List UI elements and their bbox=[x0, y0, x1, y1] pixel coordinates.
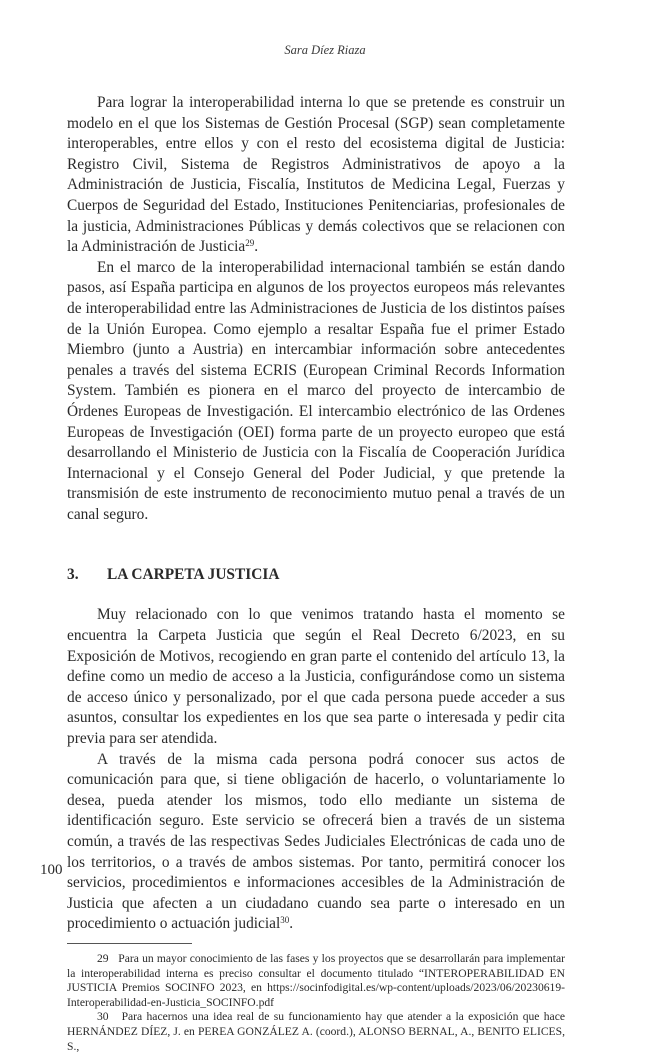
paragraph-carpeta-access: A través de la misma cada persona podrá conocer sus actos de comunicación para que, si tiene obligación de hacerlo, o voluntariamente lo desea, pueda atender los mismos, todo ello mediante un sistema de identificación seguro. Este servicio se ofrecerá bien a través de un sistema común, a través de las respectivas Sedes Judiciales Electrónicas de cada uno de los territorios, o a través de ambos sistemas. Por tanto, permitirá conocer los servicios, procedimientos e informaciones accesibles de la Administración de Justicia que afecten a un ciudadano cuando sea parte o interesado en un procedimiento o actuación judicial$^{30}$. bbox=[67, 750, 565, 933]
section-number: 3. bbox=[67, 566, 79, 584]
page-body bbox=[67, 93, 565, 1054]
paragraph-international-interoperability: En el marco de la interoperabilidad internacional también se están dando pasos, así España participa en algunos de los proyectos europeos más relevantes de interoperabilidad entre las Administraciones de Justicia de los distintos países de la Unión Europea. Como ejemplo a resaltar España fue el primer Estado Miembro (junto a Austria) en intercambiar información sobre antecedentes penales a través del sistema ECRIS (European Criminal Records Information System. También es pionera en el marco del proyecto de intercambio de Órdenes Europeas de Investigación. El intercambio electrónico de las Ordenes Europeas de Investigación (OEI) forma parte de un proyecto europeo que está desarrollando el Ministerio de Justicia con la Fiscalía de Cooperación Jurídica Internacional y el Consejo General del Poder Judicial, y que pretende la transmisión de este instrumento de reconocimiento mutuo penal a través de un canal seguro. bbox=[67, 258, 565, 523]
footnote-29 bbox=[67, 952, 565, 1010]
footnote-text: Para hacernos una idea real de su funcionamiento hay que atender a la exposición que hace HERNÁNDEZ DÍEZ, J. en PEREA GONZÁLEZ A. (coord.), ALONSO BERNAL, A., BENITO ELICES, S., bbox=[67, 1010, 565, 1053]
footnote-ref-29[interactable]: 29 bbox=[245, 238, 255, 249]
page-number: 100 bbox=[40, 862, 63, 878]
footnote-number: 29 bbox=[97, 951, 109, 965]
footnote-divider bbox=[67, 943, 192, 944]
footnote-number: 30 bbox=[97, 1010, 109, 1024]
running-head: Sara Díez Riaza bbox=[284, 43, 366, 57]
section-heading bbox=[67, 565, 565, 585]
footnote-30 bbox=[67, 1010, 565, 1054]
section-title: LA CARPETA JUSTICIA bbox=[107, 566, 280, 584]
footnote-ref-30[interactable]: 30 bbox=[280, 915, 290, 926]
paragraph-carpeta-definition: Muy relacionado con lo que venimos tratando hasta el momento se encuentra la Carpeta Justicia que según el Real Decreto 6/2023, en su Exposición de Motivos, recogiendo en gran parte el contenido del artículo 13, la define como un medio de acceso a la Justicia, configurándose como un sistema de acceso único y personalizado, por el que cada persona puede acceder a sus asuntos, consultar los expedientes en los que sea parte o interesada y pedir cita previa para ser atendida. bbox=[67, 606, 565, 748]
paragraph-internal-interoperability: Para lograr la interoperabilidad interna lo que se pretende es construir un modelo en el que los Sistemas de Gestión Procesal (SGP) sean completamente interoperables, entre ellos y con el resto del ecosistema digital de Justicia: Registro Civil, Sistema de Registros Administrativos de apoyo a la Administración de Justicia, Fiscalía, Institutos de Medicina Legal, Fuerzas y Cuerpos de Seguridad del Estado, Instituciones Penitenciarias, profesionales de la justicia, Administraciones Públicas y demás colectivos que se relacionen con la Administración de Justicia$^{29}$. bbox=[67, 94, 565, 256]
footnote-text: Para un mayor conocimiento de las fases y los proyectos que se desarrollarán para implementar la interoperabilidad interna es preciso consultar el documento titulado “INTEROPERABILIDAD EN JUSTICIA Premios SOCINFO 2023, en https://socinfodigital.es/wp-content/uploads/2023/06/20230619-Interoperabilidad-en-Justicia_SOCINFO.pdf bbox=[67, 951, 566, 1009]
